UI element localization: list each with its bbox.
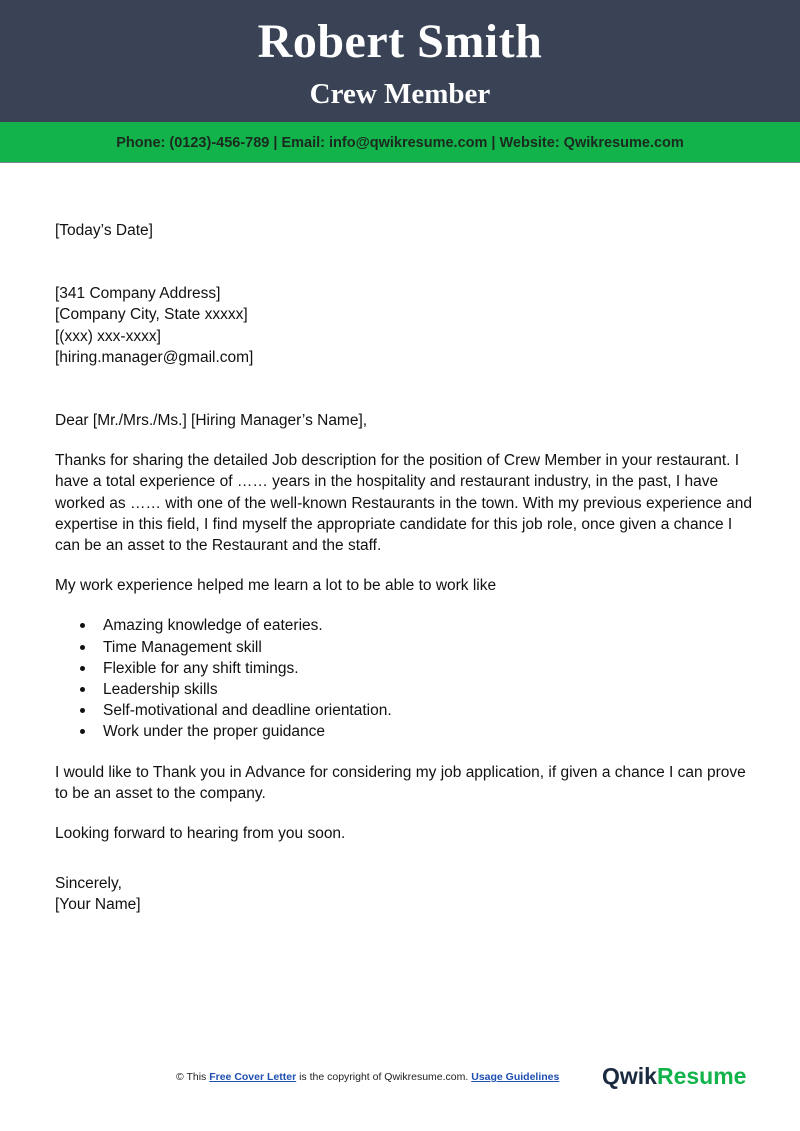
- list-item: Amazing knowledge of eateries.: [55, 615, 755, 636]
- header-banner: [0, 0, 800, 122]
- address-line: [(xxx) xxx-xxxx]: [55, 327, 161, 345]
- candidate-role: Crew Member: [309, 78, 491, 110]
- bullet-icon: [80, 729, 85, 734]
- bullet-icon: [80, 708, 85, 713]
- list-item: Flexible for any shift timings.: [55, 658, 755, 679]
- bullet-icon: [80, 623, 85, 628]
- recipient-address: [55, 283, 755, 368]
- qwikresume-logo[interactable]: QwikResume: [602, 1063, 747, 1089]
- free-cover-letter-link[interactable]: Free Cover Letter: [209, 1071, 297, 1083]
- contact-info: Phone: (0123)-456-789 | Email: info@qwikresume.com | Website: Qwikresume.com: [116, 135, 684, 151]
- signature: [Your Name]: [55, 896, 141, 914]
- contact-bar: [0, 122, 800, 163]
- salutation: Dear [Mr./Mrs./Ms.] [Hiring Manager’s Name],: [55, 412, 368, 430]
- usage-guidelines-link[interactable]: Usage Guidelines: [471, 1071, 560, 1083]
- address-line: [341 Company Address]: [55, 285, 221, 303]
- list-item: Leadership skills: [55, 679, 755, 700]
- closing: Sincerely,: [55, 875, 122, 893]
- bullet-icon: [80, 666, 85, 671]
- letter-body: [55, 220, 755, 916]
- list-item: Time Management skill: [55, 637, 755, 658]
- bullet-icon: [80, 687, 85, 692]
- paragraph-thanks: I would like to Thank you in Advance for considering my job application, if given a chance I can prove to be an asset to the company.: [55, 763, 746, 802]
- paragraph-closing-line: Looking forward to hearing from you soon.: [55, 825, 346, 843]
- paragraph-intro: Thanks for sharing the detailed Job description for the position of Crew Member in your restaurant. I have a total experience of …… years in the hospitality and restaurant industry, in the past, I have worked as …… with one of the well-known Restaurants in the town. With my previous experience and expertise in this field, I find myself the appropriate candidate for this job role, once given a chance I can be an asset to the Restaurant and the staff.: [55, 452, 752, 555]
- letter-date: [Today’s Date]: [55, 222, 153, 239]
- candidate-name: Robert Smith: [257, 15, 543, 68]
- list-item: Work under the proper guidance: [55, 721, 755, 742]
- list-item: Self-motivational and deadline orientation.: [55, 700, 755, 721]
- bullet-icon: [80, 645, 85, 650]
- address-line: [Company City, State xxxxx]: [55, 306, 248, 324]
- address-line: [hiring.manager@gmail.com]: [55, 348, 254, 366]
- copyright-note: © This Free Cover Letter is the copyright of Qwikresume.com. Usage Guidelines: [176, 1071, 560, 1083]
- paragraph-experience: My work experience helped me learn a lot to be able to work like: [55, 577, 497, 595]
- skills-list: [55, 615, 755, 742]
